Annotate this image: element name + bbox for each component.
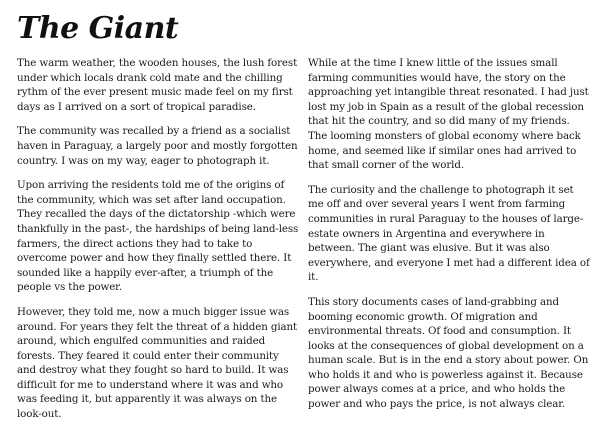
paragraph: While at the time I knew little of the issues small farming communities would have, the story on the approaching yet intangible threat resonated. I had just lost my job in Spain as a result of the global recession that hit the country, and so did many of my friends. The looming monsters of global economy where back home, and seemed like if similar ones had arrived to that small corner of the world.	[308, 57, 589, 172]
paragraph: However, they told me, now a much bigger issue was around. For years they felt the threat of a hidden giant around, which engulfed communities and raided forests. They feared it could enter their community and destroy what they fought so hard to build. It was difficult for me to understand where it was and who was feeding it, but apparently it was always on the look-out.	[17, 305, 298, 421]
article-title: The Giant	[17, 11, 179, 46]
paragraph: The warm weather, the wooden houses, the lush forest under which locals drank cold mate and the chilling rythm of the ever present music made feel on my first days as I arrived on a sort of tropical paradise.	[17, 57, 298, 113]
right-column	[308, 56, 590, 422]
left-column	[17, 56, 299, 432]
paragraph: This story documents cases of land-grabbing and booming economic growth. Of migration and environmental threats. Of food and consumption. It looks at the consequences of global development on a human scale. But is in the end a story about power. On who holds it and who is powerless against it. Because power always comes at a price, and who holds the power and who pays the price, is not always clear.	[308, 295, 589, 411]
paragraph: The community was recalled by a friend as a socialist haven in Paraguay, a largely poor and mostly forgotten country. I was on my way, eager to photograph it.	[17, 125, 298, 167]
paragraph: The curiosity and the challenge to photograph it set me off and over several years I went from farming communities in rural Paraguay to the houses of large-estate owners in Argentina and everywhere in between. The giant was elusive. But it was also everywhere, and everyone I met had a different idea of it.	[308, 183, 590, 284]
paragraph: Upon arriving the residents told me of the origins of the community, which was set after land occupation. They recalled the days of the dictatorship -which were thankfully in the past-, the hardships of being land-less farmers, the direct actions they had to take to overcome power and how they finally settled there. It sounded like a happily ever-after, a triumph of the people vs the power.	[17, 179, 299, 294]
